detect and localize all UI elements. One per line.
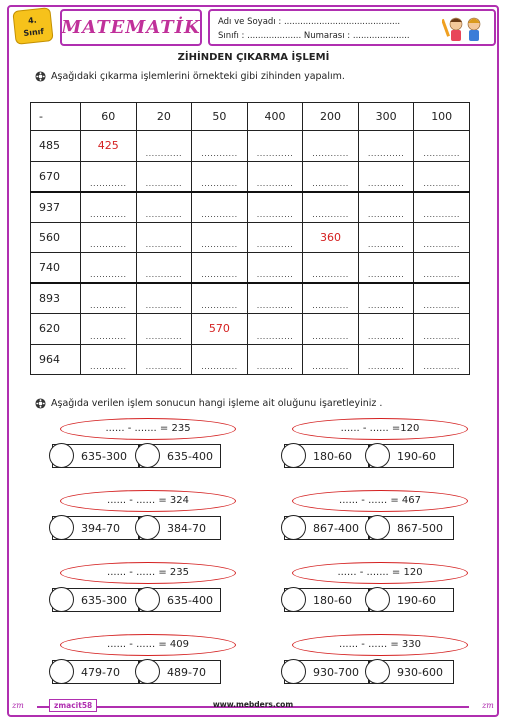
row-header: 740	[31, 253, 81, 284]
answer-cell[interactable]	[358, 344, 414, 375]
blank-dots: ............	[256, 148, 294, 158]
choice-label: 635-300	[81, 593, 127, 607]
choice-option[interactable]	[368, 516, 454, 540]
row-header: 620	[31, 314, 81, 345]
blank-dots: ............	[256, 331, 294, 341]
answer-cell[interactable]	[358, 222, 414, 253]
choice-label: 479-70	[81, 665, 120, 679]
choice-label: 489-70	[167, 665, 206, 679]
blank-dots: ............	[312, 209, 349, 219]
answer-cell[interactable]	[81, 131, 137, 162]
answer-cell[interactable]	[247, 314, 303, 345]
choice-option[interactable]	[368, 660, 454, 684]
subject-box	[60, 9, 202, 46]
blank-dots: ............	[367, 148, 405, 158]
column-header: 200	[303, 103, 359, 131]
choice-radio[interactable]	[365, 443, 390, 468]
answer-cell[interactable]	[358, 314, 414, 345]
choice-option[interactable]	[284, 516, 370, 540]
answer-cell[interactable]	[136, 192, 192, 223]
instruction-1	[35, 71, 345, 82]
choice-radio[interactable]	[135, 443, 160, 468]
flower-bullet-icon	[35, 71, 46, 82]
blank-dots: ............	[145, 270, 183, 279]
choice-radio[interactable]	[281, 515, 306, 540]
name-field[interactable]: Adı ve Soyadı : ...........................................	[218, 17, 401, 27]
row-header: 937	[31, 192, 81, 223]
answer-cell[interactable]	[303, 283, 359, 314]
instruction-1-text: Aşağıdaki çıkarma işlemlerini örnekteki gibi zihinden yapalım.	[51, 71, 345, 82]
blank-dots: ............	[423, 331, 460, 341]
column-header: 20	[136, 103, 192, 131]
blank-dots: ............	[145, 362, 183, 371]
choice-option[interactable]	[138, 516, 221, 540]
column-header: 50	[192, 103, 248, 131]
answer-cell[interactable]	[247, 344, 303, 375]
blank-dots: ............	[312, 301, 349, 310]
answer-cell[interactable]	[414, 192, 470, 223]
blank-dots: ............	[90, 209, 127, 219]
answer-cell[interactable]	[136, 253, 192, 284]
blank-dots: ............	[201, 362, 238, 371]
choice-radio[interactable]	[365, 515, 390, 540]
choice-radio[interactable]	[281, 443, 306, 468]
choice-label: 190-60	[397, 449, 436, 463]
answer-cell[interactable]	[414, 222, 470, 253]
blank-dots: ............	[312, 270, 349, 279]
blank-dots: ............	[423, 178, 460, 188]
column-header: 300	[358, 103, 414, 131]
question-expression: ...... - ...... = 324	[60, 490, 236, 512]
answer-cell[interactable]	[303, 314, 359, 345]
answer-cell[interactable]	[81, 314, 137, 345]
answer-cell[interactable]	[136, 161, 192, 192]
blank-dots: ............	[145, 148, 183, 158]
choice-label: 930-600	[397, 665, 443, 679]
blank-dots: ............	[423, 362, 460, 371]
blank-dots: ............	[90, 240, 127, 249]
blank-dots: ............	[201, 178, 238, 188]
answer-cell[interactable]	[192, 283, 248, 314]
answer-cell[interactable]	[414, 314, 470, 345]
choice-option[interactable]	[52, 516, 140, 540]
blank-dots: ............	[423, 301, 460, 310]
table-row	[31, 161, 470, 192]
answer-cell[interactable]	[247, 192, 303, 223]
answer-cell[interactable]	[358, 283, 414, 314]
answer-cell[interactable]	[414, 344, 470, 375]
worksheet-title: ZİHİNDEN ÇIKARMA İŞLEMİ	[177, 52, 330, 63]
blank-dots: ............	[256, 362, 294, 371]
table-header-row	[31, 103, 470, 131]
answer-cell[interactable]	[81, 222, 137, 253]
table-row	[31, 283, 470, 314]
instruction-2	[35, 398, 382, 409]
row-header: 485	[31, 131, 81, 162]
table-corner: -	[31, 103, 81, 131]
kids-illustration-icon	[442, 15, 488, 43]
blank-dots: ............	[367, 240, 405, 249]
blank-dots: ............	[423, 209, 460, 219]
question-block	[280, 634, 490, 694]
answer-cell[interactable]	[81, 253, 137, 284]
answer-cell[interactable]	[192, 192, 248, 223]
choice-label: 867-500	[397, 521, 443, 535]
answer-cell[interactable]	[247, 131, 303, 162]
question-expression: ...... - ...... = 330	[292, 634, 468, 656]
row-header: 893	[31, 283, 81, 314]
question-expression: ...... - ....... = 120	[292, 562, 468, 584]
blank-dots: ............	[201, 240, 238, 249]
blank-dots: ............	[145, 240, 183, 249]
question-block	[280, 490, 490, 550]
choice-radio[interactable]	[49, 659, 74, 684]
answer-cell[interactable]	[81, 344, 137, 375]
table-row	[31, 131, 470, 162]
blank-dots: ............	[256, 178, 294, 188]
answer-cell[interactable]	[136, 131, 192, 162]
answer-cell[interactable]	[303, 253, 359, 284]
answer-cell[interactable]	[303, 344, 359, 375]
footer-site-link[interactable]: www.mebders.com	[212, 700, 294, 709]
choice-label: 384-70	[167, 521, 206, 535]
answer-cell[interactable]	[247, 161, 303, 192]
choice-radio[interactable]	[365, 587, 390, 612]
choice-radio[interactable]	[49, 515, 74, 540]
table-row	[31, 222, 470, 253]
question-block	[48, 562, 258, 622]
choice-label: 635-400	[167, 449, 213, 463]
answer-cell[interactable]	[358, 253, 414, 284]
question-block	[280, 418, 490, 478]
blank-dots: ............	[145, 301, 183, 310]
blank-dots: ............	[312, 178, 349, 188]
blank-dots: ............	[90, 331, 127, 341]
choice-label: 394-70	[81, 521, 120, 535]
blank-dots: ............	[256, 301, 294, 310]
answer-cell[interactable]	[192, 131, 248, 162]
blank-dots: ............	[145, 178, 183, 188]
answer-cell[interactable]	[192, 161, 248, 192]
row-header: 560	[31, 222, 81, 253]
student-info-box	[208, 9, 496, 46]
blank-dots: ............	[312, 331, 349, 341]
blank-dots: ............	[367, 362, 405, 371]
grade-number: 4.	[27, 15, 38, 26]
question-expression: ...... - ...... =120	[292, 418, 468, 440]
subtraction-table	[30, 102, 470, 375]
choice-option[interactable]	[52, 660, 140, 684]
answer-cell[interactable]	[192, 222, 248, 253]
example-answer: 570	[208, 322, 230, 335]
answer-cell[interactable]	[358, 131, 414, 162]
flower-bullet-icon	[35, 398, 46, 409]
grade-label: Sınıf	[23, 26, 45, 39]
answer-cell[interactable]	[136, 344, 192, 375]
choice-option[interactable]	[368, 588, 454, 612]
example-answer: 425	[97, 139, 119, 152]
answer-cell[interactable]	[358, 192, 414, 223]
blank-dots: ............	[201, 148, 238, 158]
blank-dots: ............	[367, 301, 405, 310]
blank-dots: ............	[367, 209, 405, 219]
choice-label: 635-300	[81, 449, 127, 463]
answer-cell[interactable]	[136, 283, 192, 314]
question-expression: ...... - ....... = 235	[60, 418, 236, 440]
choice-radio[interactable]	[49, 587, 74, 612]
blank-dots: ............	[312, 362, 349, 371]
choice-radio[interactable]	[281, 659, 306, 684]
choice-label: 867-400	[313, 521, 359, 535]
blank-dots: ............	[312, 148, 349, 158]
blank-dots: ............	[90, 178, 127, 188]
answer-cell[interactable]	[136, 314, 192, 345]
answer-cell[interactable]	[303, 161, 359, 192]
blank-dots: ............	[201, 270, 238, 279]
subject-title: MATEMATİK	[61, 17, 201, 38]
blank-dots: ............	[367, 270, 405, 279]
question-block	[48, 634, 258, 694]
column-header: 400	[247, 103, 303, 131]
answer-cell[interactable]	[81, 161, 137, 192]
zm-logo-right-icon: zm	[482, 701, 494, 710]
blank-dots: ............	[201, 301, 238, 310]
choice-label: 180-60	[313, 593, 352, 607]
blank-dots: ............	[423, 240, 460, 249]
answer-cell[interactable]	[358, 161, 414, 192]
blank-dots: ............	[145, 209, 183, 219]
question-block	[48, 490, 258, 550]
choice-option[interactable]	[284, 444, 370, 468]
choice-radio[interactable]	[365, 659, 390, 684]
question-block	[280, 562, 490, 622]
column-header: 60	[81, 103, 137, 131]
question-expression: ...... - ...... = 467	[292, 490, 468, 512]
blank-dots: ............	[90, 270, 127, 279]
blank-dots: ............	[201, 209, 238, 219]
choice-option[interactable]	[138, 444, 221, 468]
choice-radio[interactable]	[135, 515, 160, 540]
answer-cell[interactable]	[136, 222, 192, 253]
instruction-2-text: Aşağıda verilen işlem sonucun hangi işleme ait oluğunu işaretleyiniz .	[51, 398, 383, 409]
choice-option[interactable]	[52, 588, 140, 612]
answer-cell[interactable]	[303, 192, 359, 223]
table-row	[31, 314, 470, 345]
answer-cell[interactable]	[192, 314, 248, 345]
choice-radio[interactable]	[135, 659, 160, 684]
answer-cell[interactable]	[414, 283, 470, 314]
blank-dots: ............	[90, 301, 127, 310]
question-expression: ...... - ...... = 409	[60, 634, 236, 656]
answer-cell[interactable]	[192, 344, 248, 375]
answer-cell[interactable]	[414, 161, 470, 192]
class-number-field[interactable]: Sınıfı : .................... Numarası : .....................	[218, 31, 410, 41]
blank-dots: ............	[256, 270, 294, 279]
choice-radio[interactable]	[281, 587, 306, 612]
blank-dots: ............	[367, 331, 405, 341]
choice-option[interactable]	[284, 660, 370, 684]
column-header: 100	[414, 103, 470, 131]
answer-cell[interactable]	[303, 131, 359, 162]
answer-cell[interactable]	[303, 222, 359, 253]
answer-cell[interactable]	[81, 192, 137, 223]
table-row	[31, 192, 470, 223]
choice-option[interactable]	[284, 588, 370, 612]
answer-cell[interactable]	[247, 283, 303, 314]
answer-cell[interactable]	[247, 253, 303, 284]
blank-dots: ............	[367, 178, 405, 188]
choice-radio[interactable]	[49, 443, 74, 468]
blank-dots: ............	[423, 148, 460, 158]
row-header: 964	[31, 344, 81, 375]
answer-cell[interactable]	[247, 222, 303, 253]
choice-label: 635-400	[167, 593, 213, 607]
question-block	[48, 418, 258, 478]
choice-option[interactable]	[138, 660, 221, 684]
footer-author-tag: zmacit58	[49, 699, 97, 712]
blank-dots: ............	[423, 270, 460, 279]
choice-label: 930-700	[313, 665, 359, 679]
table-row	[31, 344, 470, 375]
choice-option[interactable]	[52, 444, 140, 468]
choice-option[interactable]	[368, 444, 454, 468]
choice-option[interactable]	[138, 588, 221, 612]
table-row	[31, 253, 470, 284]
grade-badge	[12, 7, 53, 45]
blank-dots: ............	[256, 240, 294, 249]
blank-dots: ............	[90, 362, 127, 371]
answer-cell[interactable]	[414, 253, 470, 284]
blank-dots: ............	[256, 209, 294, 219]
choice-label: 180-60	[313, 449, 352, 463]
blank-dots: ............	[145, 331, 183, 341]
question-expression: ...... - ...... = 235	[60, 562, 236, 584]
choice-label: 190-60	[397, 593, 436, 607]
answer-cell[interactable]	[414, 131, 470, 162]
answer-cell[interactable]	[81, 283, 137, 314]
choice-radio[interactable]	[135, 587, 160, 612]
zm-logo-left-icon: zm	[12, 701, 24, 710]
footer	[7, 696, 499, 717]
row-header: 670	[31, 161, 81, 192]
answer-cell[interactable]	[192, 253, 248, 284]
example-answer: 360	[320, 230, 342, 244]
